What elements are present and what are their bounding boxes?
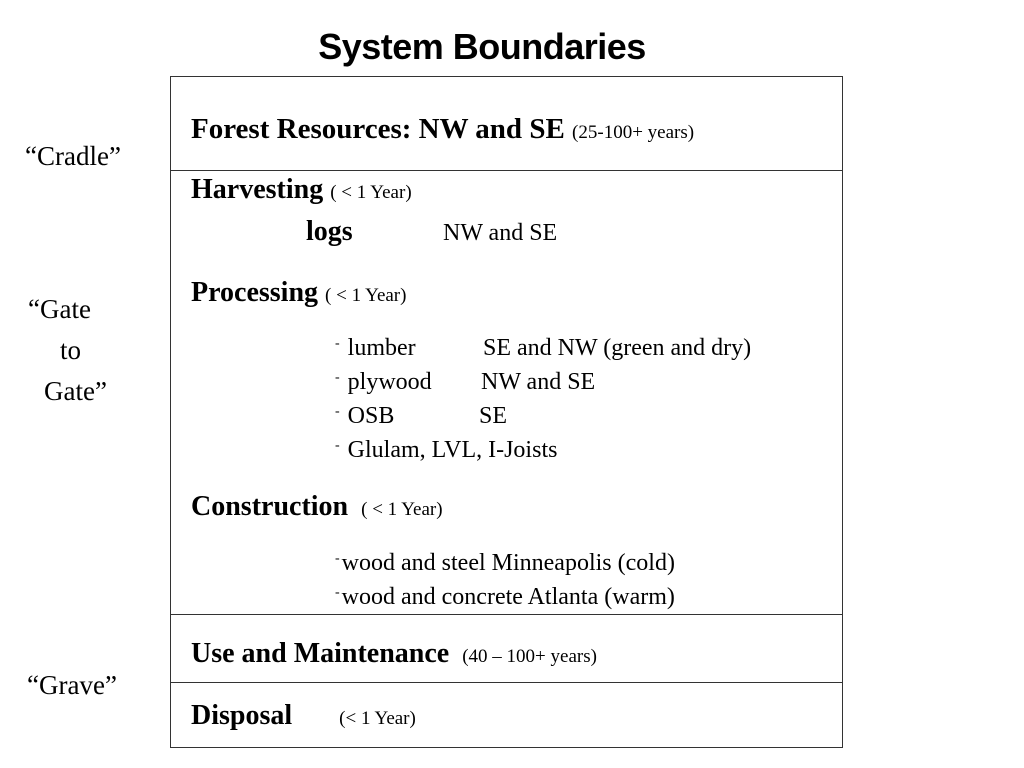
side-label-cradle: “Cradle”: [25, 141, 121, 171]
processing-item-name: lumber: [347, 335, 416, 361]
side-label-grave: “Grave”: [27, 670, 117, 700]
stage-construction-heading: Construction: [191, 491, 349, 522]
side-label-gate-to-gate: [28, 289, 107, 412]
construction-item: [335, 584, 675, 611]
processing-item-regions: SE: [479, 403, 508, 429]
divider-forest: [171, 170, 842, 171]
slide-title: System Boundaries: [318, 26, 646, 67]
processing-item: [335, 437, 557, 464]
stage-construction-duration: ( < 1 Year): [361, 499, 443, 520]
processing-item-name: OSB: [347, 403, 395, 429]
stage-use-maintenance: [191, 638, 597, 670]
divider-disposal: [171, 682, 842, 683]
stage-forest-heading: Forest Resources: NW and SE: [191, 113, 565, 145]
harvest-regions: NW and SE: [443, 220, 558, 246]
stage-harvesting-duration: ( < 1 Year): [330, 182, 412, 203]
processing-item: [335, 369, 596, 396]
stage-use-duration: (40 – 100+ years): [462, 646, 597, 667]
bullet-dash: -: [335, 551, 340, 566]
system-boundary-frame: [170, 76, 843, 748]
stage-forest: [191, 113, 694, 146]
divider-use: [171, 614, 842, 615]
construction-item-text: wood and concrete Atlanta (warm): [341, 584, 675, 610]
processing-item-regions: SE and NW (green and dry): [483, 335, 752, 361]
processing-item: [335, 403, 508, 430]
side-label-gate-line-1: “Gate: [28, 294, 91, 324]
stage-harvesting-heading: Harvesting: [191, 174, 324, 205]
bullet-dash: -: [335, 438, 340, 453]
bullet-dash: -: [335, 404, 340, 419]
bullet-dash: -: [335, 585, 340, 600]
stage-harvesting: [191, 174, 412, 206]
stage-forest-duration: (25-100+ years): [572, 122, 695, 143]
bullet-dash: -: [335, 336, 340, 351]
construction-item-text: wood and steel Minneapolis (cold): [341, 550, 675, 576]
processing-item-name: Glulam, LVL, I-Joists: [347, 437, 558, 463]
construction-item: [335, 550, 675, 577]
bullet-dash: -: [335, 370, 340, 385]
side-label-gate-line-2: to: [60, 335, 82, 365]
processing-item: [335, 335, 752, 362]
stage-disposal-heading: Disposal: [191, 700, 293, 731]
stage-use-heading: Use and Maintenance: [191, 638, 450, 669]
stage-construction: [191, 491, 443, 523]
stage-processing-heading: Processing: [191, 277, 319, 308]
stage-disposal: [191, 700, 416, 732]
processing-item-name: plywood: [347, 369, 432, 395]
stage-processing-duration: ( < 1 Year): [325, 285, 407, 306]
processing-item-regions: NW and SE: [481, 369, 596, 395]
side-label-gate-line-3: Gate”: [44, 376, 107, 406]
stage-disposal-duration: (< 1 Year): [339, 708, 416, 729]
harvest-product: logs: [306, 216, 353, 247]
stage-processing: [191, 277, 406, 309]
